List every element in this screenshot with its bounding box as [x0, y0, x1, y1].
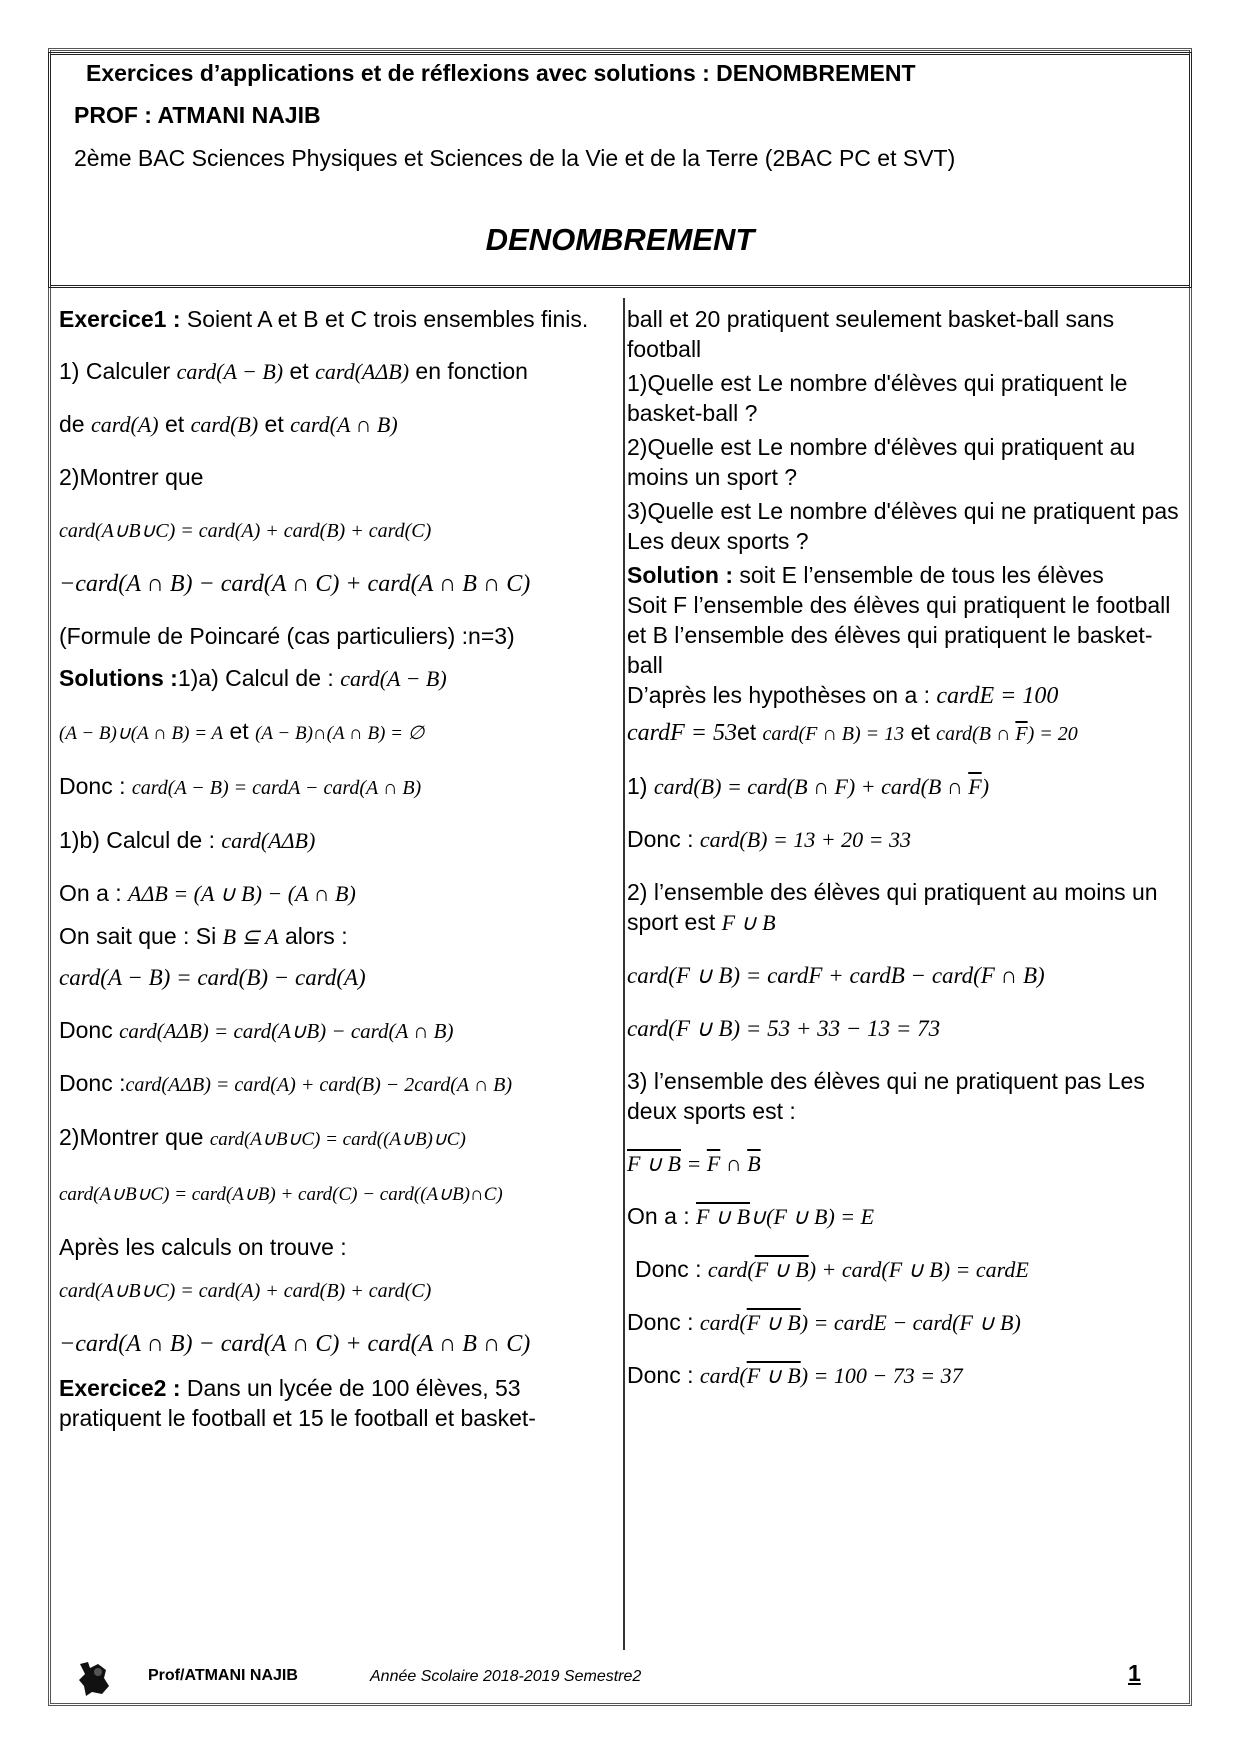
author-logo-icon: [76, 1658, 112, 1698]
footer-author: Prof/ATMANI NAJIB: [148, 1667, 298, 1684]
solution2-line-9: Donc : card(F ∪ B) + card(F ∪ B) = cardE: [635, 1256, 1029, 1282]
exercise2-cont: ball et 20 pratiquent seulement basket-ball sans football: [627, 306, 1115, 362]
column-divider: [623, 298, 625, 1650]
solution2-line-5: card(F ∪ B) = 53 + 33 − 13 = 73: [627, 1016, 941, 1041]
question1-cont: de card(A) et card(B) et card(A ∩ B): [59, 411, 398, 437]
solution2-line-3: 2) l’ensemble des élèves qui pratiquent au moins un sport est F ∪ B: [627, 879, 1158, 935]
solution-line-4: On a : AΔB = (A ∪ B) − (A ∩ B): [59, 880, 356, 906]
solution-line-11: Après les calculs on trouve :: [59, 1234, 347, 1260]
solution-line-12: card(A∪B∪C) = card(A) + card(B) + card(C): [59, 1280, 432, 1302]
solution2-definitions: Soit F l’ensemble des élèves qui pratiquent le football et B l’ensemble des élèves qui pratiquent le basket-ball: [627, 592, 1171, 678]
page-number: 1: [1128, 1660, 1141, 1686]
question2: 2)Montrer que: [59, 464, 204, 490]
solution2-line-7: F ∪ $B = \overline{F}$ ∩ $\overline{B}$: [627, 1151, 761, 1176]
exercise2-q2: 2)Quelle est Le nombre d'élèves qui pratiquent au moins un sport ?: [627, 434, 1136, 490]
solution-line-9: 2)Montrer que card(A∪B∪C) = card((A∪B)∪C): [59, 1124, 466, 1150]
right-column: [627, 304, 1187, 1391]
solution-line-10: card(A∪B∪C) = card(A∪B) + card(C) − card((A∪B)∩C): [59, 1184, 503, 1205]
solution-line-1: (A − B)∪(A ∩ B) = A et (A − B)∩(A ∩ B) = ∅: [59, 718, 425, 744]
footer-year: Année Scolaire 2018-2019 Semestre2: [370, 1668, 642, 1685]
document-title: Exercices d’applications et de réflexions avec solutions : DENOMBREMENT: [86, 60, 916, 86]
solution2-hypotheses: D’après les hypothèses on a : cardE = 100: [627, 682, 1059, 709]
exercise2-q1: 1)Quelle est Le nombre d'élèves qui pratiquent le basket-ball ?: [627, 370, 1128, 426]
solution2-line-6: 3) l’ensemble des élèves qui ne pratiquent pas Les deux sports est :: [627, 1068, 1145, 1124]
exercise1-statement: Exercice1 : Soient A et B et C trois ensembles finis.: [59, 306, 589, 332]
solution2-line-2: Donc : card(B) = 13 + 20 = 33: [627, 826, 912, 852]
solution-line-2: Donc : card(A − B) = cardA − card(A ∩ B): [59, 773, 422, 799]
solution2-line-4: card(F ∪ B) = cardF + cardB − card(F ∩ B): [627, 963, 1045, 988]
poincare-note: (Formule de Poincaré (cas particuliers) :n=3): [59, 623, 515, 649]
exercise2-statement: Exercice2 : Dans un lycée de 100 élèves, 53 pratiquent le football et 15 le football et basket-: [59, 1375, 536, 1431]
formula-line-1: card(A∪B∪C) = card(A) + card(B) + card(C): [59, 520, 432, 542]
level-line: 2ème BAC Sciences Physiques et Sciences de la Vie et de la Terre (2BAC PC et SVT): [74, 145, 956, 171]
solution-line-6: card(A − B) = card(B) − card(A): [59, 965, 366, 990]
left-column: [59, 304, 615, 1433]
solution-line-8: Donc :card(AΔB) = card(A) + card(B) − 2card(A ∩ B): [59, 1070, 513, 1096]
exercise2-q3: 3)Quelle est Le nombre d'élèves qui ne pratiquent pas Les deux sports ?: [627, 498, 1179, 554]
solution2-line-11: Donc : card(F ∪ B) = 100 − 73 = 37: [627, 1362, 963, 1388]
question1: 1) Calculer card(A − B) et card(AΔB) en fonction: [59, 358, 528, 384]
solution-heading: Solutions :1)a) Calcul de : card(A − B): [59, 665, 447, 691]
solution-line-3: 1)b) Calcul de : card(AΔB): [59, 827, 316, 853]
author-line: PROF : ATMANI NAJIB: [74, 102, 321, 128]
formula-line-2: −card(A ∩ B) − card(A ∩ C) + card(A ∩ B ∩ C): [59, 571, 531, 597]
solution2-data: cardF = 53et card(F ∩ B) = 13 et card(B ∩ $\overline{F}) = 20$: [627, 719, 1078, 746]
solution2-line-1: 1) card(B) = card(B ∩ F) + card(B ∩ $\overline{F}$): [627, 773, 990, 799]
solution-line-13: −card(A ∩ B) − card(A ∩ C) + card(A ∩ B ∩ C): [59, 1331, 531, 1357]
solution2-heading: Solution : soit E l’ensemble de tous les élèves: [627, 562, 1104, 588]
solution2-line-10: Donc : card(F ∪ B) = cardE − card(F ∪ B): [627, 1309, 1021, 1335]
solution-line-7: Donc card(AΔB) = card(A∪B) − card(A ∩ B): [59, 1017, 454, 1043]
solution2-line-8: On a : F ∪ B∪(F ∪ B) = E: [627, 1203, 875, 1229]
solution-line-5: On sait que : Si B ⊆ A alors :: [59, 923, 348, 949]
main-title: DENOMBREMENT: [485, 222, 755, 257]
